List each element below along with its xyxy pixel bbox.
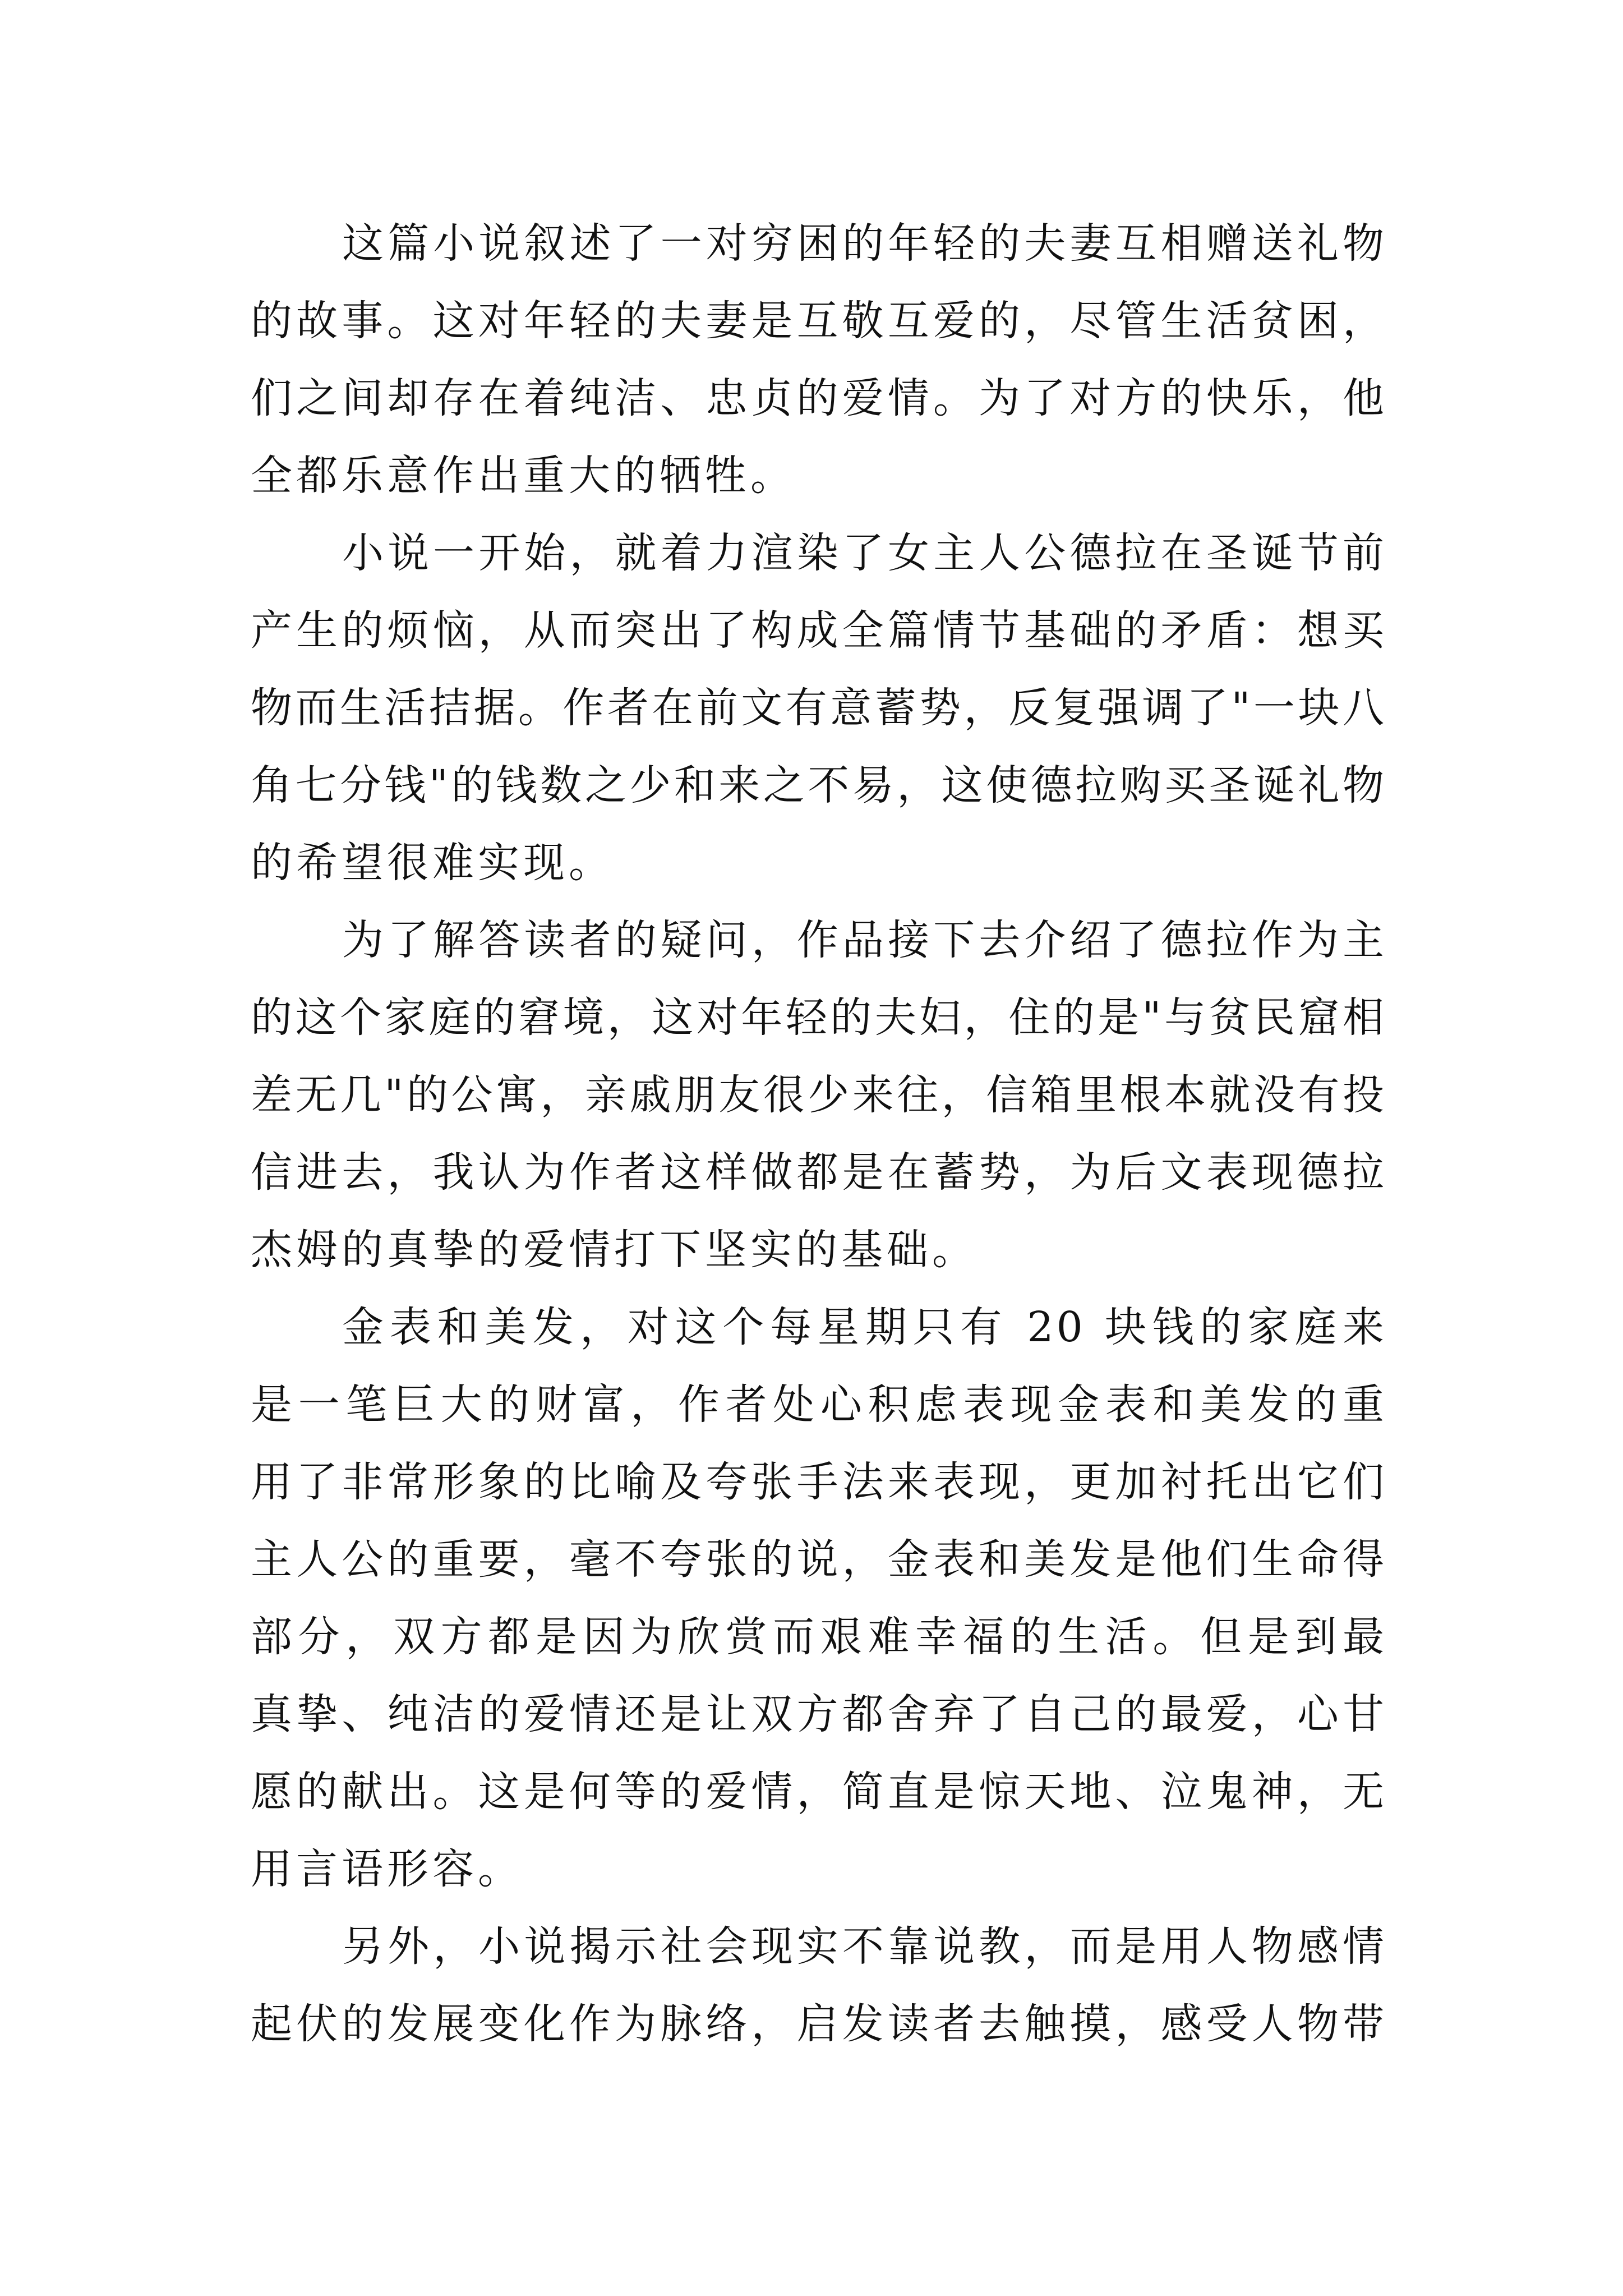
text-line: 为了解答读者的疑问，作品接下去介绍了德拉作为主 xyxy=(342,916,1387,964)
text-line: 全都乐意作出重大的牺牲。 xyxy=(251,452,796,500)
text-line: 主人公的重要，毫不夸张的说，金表和美发是他们生命得 xyxy=(251,1535,1387,1584)
paragraph-2 xyxy=(251,514,1387,901)
text-line: 们之间却存在着纯洁、忠贞的爱情。为了对方的快乐，他 xyxy=(251,374,1387,422)
text-line: 的故事。这对年轻的夫妻是互敬互爱的，尽管生活贫困， xyxy=(251,297,1387,345)
paragraph-3 xyxy=(251,901,1387,1289)
text-line: 的希望很难实现。 xyxy=(251,839,614,887)
text-line: 信进去，我认为作者这样做都是在蓄势，为后文表现德拉 xyxy=(251,1148,1387,1197)
text-line: 这篇小说叙述了一对穷困的年轻的夫妻互相赠送礼物 xyxy=(342,219,1387,268)
text-line: 是一笔巨大的财富，作者处心积虑表现金表和美发的重 xyxy=(251,1381,1387,1429)
text-line: 角七分钱"的钱数之少和来之不易，这使德拉购买圣诞礼物 xyxy=(251,761,1387,809)
text-line: 产生的烦恼，从而突出了构成全篇情节基础的矛盾：想买 xyxy=(251,606,1387,655)
text-line: 物而生活拮据。作者在前文有意蓄势，反复强调了"一块八 xyxy=(251,684,1387,732)
text-line: 杰姆的真挚的爱情打下坚实的基础。 xyxy=(251,1226,978,1274)
text-line: 用言语形容。 xyxy=(251,1845,523,1893)
text-line: 真挚、纯洁的爱情还是让双方都舍弃了自己的最爱，心甘 xyxy=(251,1690,1387,1738)
text-line: 愿的献出。这是何等的爱情，简直是惊天地、泣鬼神，无 xyxy=(251,1768,1387,1816)
text-line: 的这个家庭的窘境，这对年轻的夫妇，住的是"与贫民窟相 xyxy=(251,993,1387,1042)
text-line: 起伏的发展变化作为脉络，启发读者去触摸，感受人物带 xyxy=(251,2000,1387,2048)
paragraph-4 xyxy=(251,1289,1387,1908)
paragraph-1 xyxy=(251,205,1387,514)
text-line: 金表和美发，对这个每星期只有 20 块钱的家庭来 xyxy=(342,1303,1387,1351)
text-line: 部分，双方都是因为欣赏而艰难幸福的生活。但是到最 xyxy=(251,1613,1387,1661)
document-body xyxy=(251,205,1387,2063)
paragraph-5 xyxy=(251,1908,1387,2063)
text-line: 小说一开始，就着力渲染了女主人公德拉在圣诞节前 xyxy=(342,529,1387,577)
text-line: 差无几"的公寓，亲戚朋友很少来往，信箱里根本就没有投 xyxy=(251,1071,1387,1119)
text-line: 用了非常形象的比喻及夸张手法来表现，更加衬托出它们 xyxy=(251,1458,1387,1506)
text-line: 另外，小说揭示社会现实不靠说教，而是用人物感情 xyxy=(342,1922,1387,1971)
